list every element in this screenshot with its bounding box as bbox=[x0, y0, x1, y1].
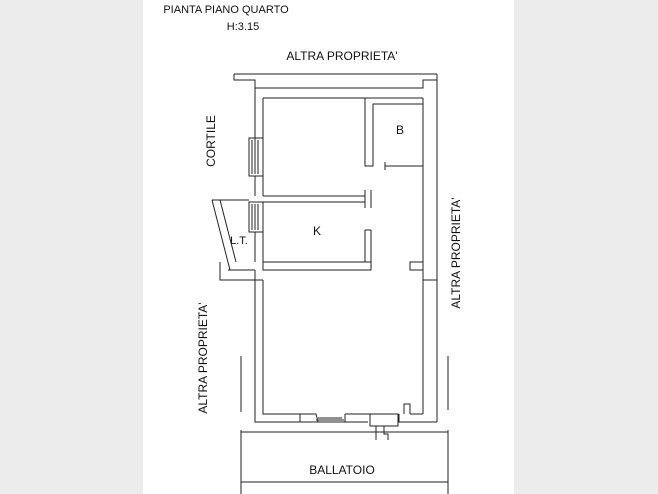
room-label-b: B bbox=[395, 123, 405, 137]
plan-title: PIANTA PIANO QUARTO bbox=[163, 4, 289, 16]
door-ballatoio bbox=[316, 418, 345, 422]
window-cortile-1 bbox=[249, 138, 263, 176]
wall-top-outer bbox=[234, 74, 437, 88]
wall-corridor bbox=[263, 196, 365, 202]
room-label-k: K bbox=[312, 224, 322, 238]
wall-living-left bbox=[263, 280, 300, 414]
label-altra-proprieta-left: ALTRA PROPRIETA' bbox=[196, 302, 210, 414]
height-label: H:3.15 bbox=[226, 21, 260, 33]
room-label-lt: L.T. bbox=[230, 235, 248, 247]
window-cortile-2 bbox=[249, 202, 263, 232]
label-altra-proprieta-top: ALTRA PROPRIETA' bbox=[286, 49, 398, 63]
label-cortile: CORTILE bbox=[204, 115, 218, 167]
label-altra-proprieta-right: ALTRA PROPRIETA' bbox=[449, 197, 463, 309]
door-entrance bbox=[370, 414, 398, 426]
walls bbox=[212, 74, 448, 494]
wall-middle-left bbox=[263, 262, 371, 270]
label-ballatoio: BALLATOIO bbox=[309, 463, 375, 477]
wall-bath-left bbox=[365, 98, 423, 166]
